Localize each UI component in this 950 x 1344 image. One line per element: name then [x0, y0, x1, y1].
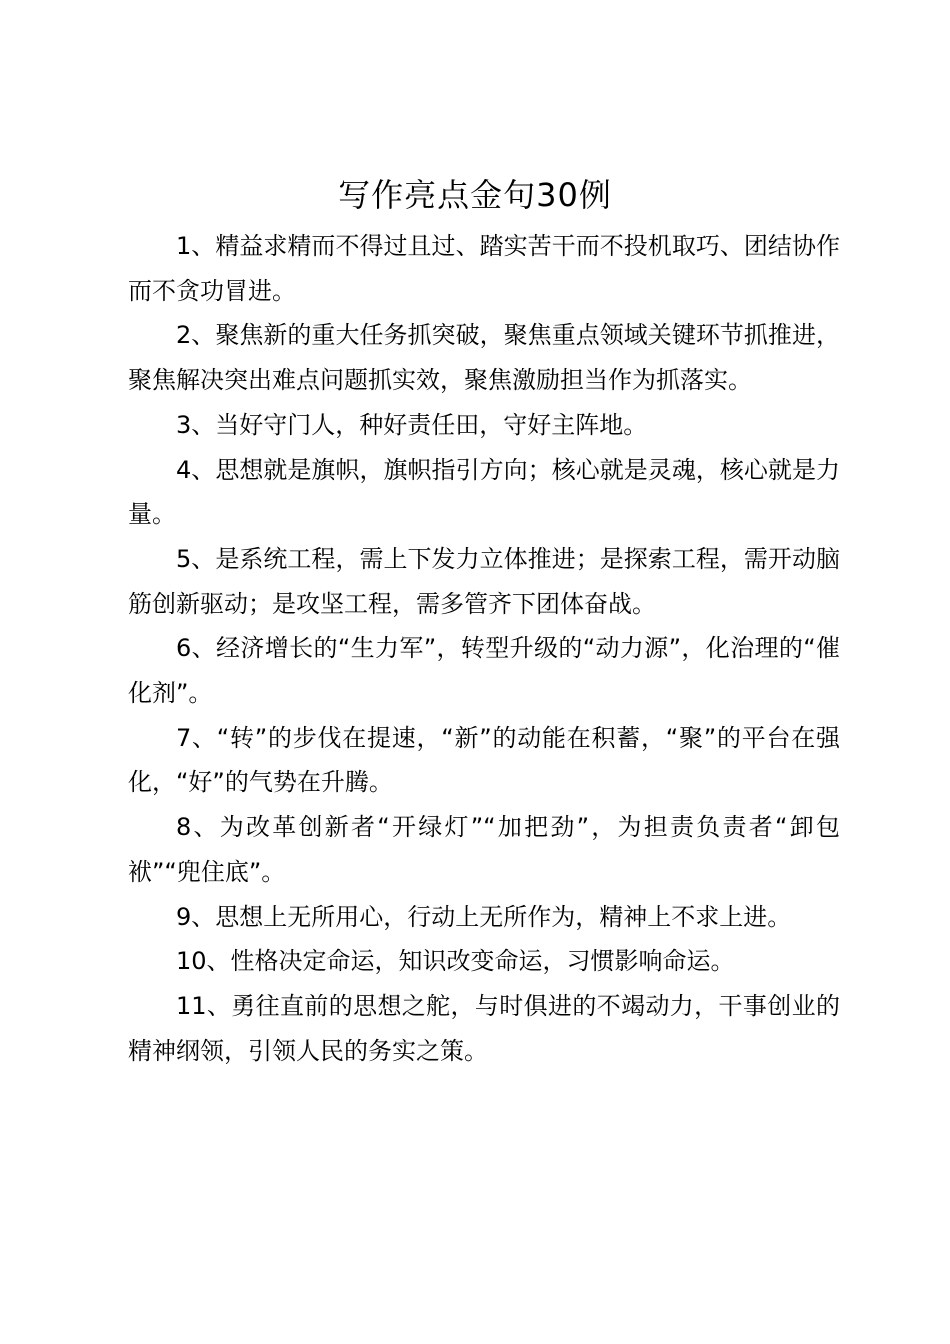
- list-item: 10、性格决定命运，知识改变命运，习惯影响命运。: [176, 947, 735, 976]
- list-item: 1、精益求精而不得过且过、踏实苦干而不投机取巧、团结协作而不贪功冒进。: [128, 232, 840, 305]
- list-item: 3、当好守门人，种好责任田，守好主阵地。: [176, 410, 648, 439]
- list-item: 5、是系统工程，需上下发力立体推进；是探索工程，需开动脑筋创新驱动；是攻坚工程，需多管齐下团体奋战。: [128, 544, 840, 618]
- list-item: 8、为改革创新者“开绿灯”“加把劲”，为担责负责者“卸包袱”“兜住底”。: [128, 813, 840, 886]
- list-item: 2、聚焦新的重大任务抓突破，聚焦重点领域关键环节抓推进，聚焦解决突出难点问题抓实效，聚焦激励担当作为抓落实。: [128, 321, 840, 395]
- list-item: 7、“转”的步伐在提速，“新”的动能在积蓄，“聚”的平台在强化，“好”的气势在升腾。: [128, 723, 840, 797]
- list-item: 4、思想就是旗帜，旗帜指引方向；核心就是灵魂，核心就是力量。: [128, 455, 840, 529]
- list-item: 11、勇往直前的思想之舵，与时俱进的不竭动力，干事创业的精神纲领，引领人民的务实之策。: [128, 991, 840, 1065]
- list-item: 9、思想上无所用心，行动上无所作为，精神上不求上进。: [176, 902, 792, 931]
- document-title: 写作亮点金句30例: [338, 176, 612, 214]
- document-body: [128, 224, 840, 1073]
- list-item: 6、经济增长的“生力军”，转型升级的“动力源”，化治理的“催化剂”。: [128, 634, 840, 708]
